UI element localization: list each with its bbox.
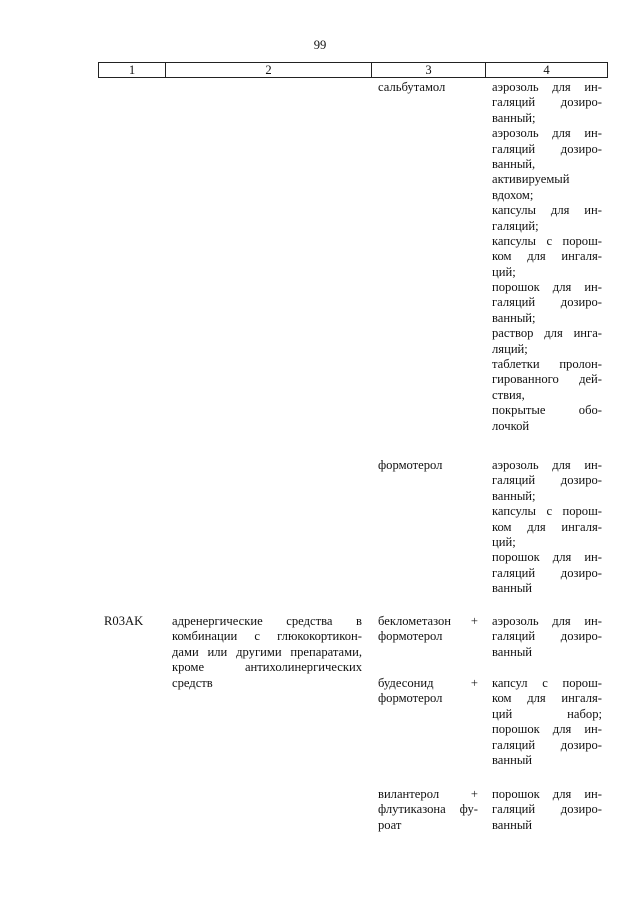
text-line (492, 203, 602, 218)
text-line (172, 614, 362, 629)
text-line (492, 403, 602, 418)
word: галяций (492, 473, 536, 488)
word: капсулы (492, 203, 537, 218)
word: беклометазон (378, 614, 452, 628)
column-header-table (98, 62, 608, 78)
text-line (492, 722, 602, 737)
word: антихолинергических (244, 660, 362, 675)
word: для (544, 326, 563, 341)
word: галяций (492, 565, 536, 580)
text-line (492, 126, 602, 141)
word: пролон- (559, 357, 602, 372)
word: таблетки (492, 357, 540, 372)
word: ингаля- (561, 519, 602, 534)
text-line (492, 280, 602, 295)
word: ванный, (492, 156, 536, 171)
word: гированного (492, 372, 559, 387)
text-line (492, 489, 602, 504)
word: ванный (492, 644, 533, 659)
word: дозиро- (560, 95, 602, 110)
text-line (378, 691, 478, 706)
word: дозиро- (560, 629, 602, 644)
text-line (492, 645, 602, 660)
word: обо- (578, 403, 602, 418)
word: ванный (492, 581, 533, 596)
word: средств (172, 675, 213, 690)
word: ком (492, 519, 512, 534)
text-line (378, 787, 478, 802)
word: ций; (492, 264, 516, 279)
text-line (172, 676, 362, 691)
column-header-4: 4 (486, 63, 608, 78)
word: галяций (492, 95, 536, 110)
word: дей- (579, 372, 602, 387)
text-line (492, 676, 602, 691)
word: ванный; (492, 110, 536, 125)
text-line (492, 691, 602, 706)
word: фу- (459, 802, 478, 817)
text-line (492, 614, 602, 629)
word: ком (492, 691, 512, 706)
text-line (492, 311, 602, 326)
word: ванный; (492, 488, 536, 503)
text-line (492, 249, 602, 264)
word: порошок (492, 280, 540, 295)
word: аэрозоль (492, 126, 539, 141)
word: дозиро- (560, 473, 602, 488)
text-line (378, 629, 478, 644)
dosage-forms-formoterol (492, 458, 602, 597)
text-line (492, 818, 602, 833)
group-description-r03ak (172, 614, 362, 691)
column-header-1: 1 (99, 63, 166, 78)
word: + (470, 676, 478, 690)
word: для (527, 519, 546, 534)
text-line (492, 357, 602, 372)
word: раствор (492, 326, 534, 341)
word: другими (236, 644, 282, 659)
word: вдохом; (492, 187, 534, 202)
dosage-forms-salbutamol (492, 80, 602, 434)
word: для (552, 722, 572, 737)
word: ин- (584, 203, 602, 218)
text-line (492, 707, 602, 722)
word: ванный (492, 817, 533, 832)
text-line (492, 566, 602, 581)
word: для (527, 249, 546, 264)
word: порошок (492, 550, 540, 565)
word: набор; (567, 706, 602, 721)
dosage-forms-budesonide-formoterol (492, 676, 602, 768)
word: капсулы (492, 504, 537, 519)
word: аэрозоль (492, 458, 539, 472)
word: дозиро- (560, 802, 602, 817)
word: ин- (584, 80, 602, 94)
text-line (492, 80, 602, 95)
word: аэрозоль (492, 80, 539, 94)
text-line (492, 234, 602, 249)
word: будесонид (378, 676, 434, 690)
word: ин- (584, 280, 602, 295)
text-line (492, 188, 602, 203)
word: галяций (492, 629, 536, 644)
word: + (470, 787, 478, 801)
word: дами (172, 644, 199, 659)
word: для (550, 203, 570, 218)
word: ин- (584, 458, 602, 472)
word: флутиказона (378, 802, 446, 817)
word: инга- (573, 326, 602, 341)
word: галяций (492, 295, 536, 310)
text-line (378, 676, 478, 691)
column-header-2: 2 (166, 63, 372, 78)
atc-code-r03ak: R03AK (104, 614, 144, 628)
text-line (378, 818, 478, 833)
text-line (492, 295, 602, 310)
text-line (492, 473, 602, 488)
text-line (378, 614, 478, 629)
word: порош- (562, 504, 602, 519)
text-line (172, 645, 362, 660)
text-line (492, 520, 602, 535)
word: ин- (584, 787, 602, 801)
word: капсулы (492, 233, 537, 248)
word: лочкой (492, 418, 530, 433)
word: активируемый (492, 172, 570, 187)
word: галяций (492, 737, 536, 752)
word: препаратами, (290, 644, 362, 659)
text-line (492, 458, 602, 473)
word: для (552, 280, 572, 295)
text-line (492, 95, 602, 110)
text-line (492, 802, 602, 817)
text-line (492, 504, 602, 519)
word: для (552, 458, 571, 472)
word: с (254, 629, 260, 644)
text-line (492, 629, 602, 644)
word: ком (492, 249, 512, 264)
word: аэрозоль (492, 614, 539, 628)
word: ингаля- (561, 249, 602, 264)
drug-name-salbutamol: сальбутамол (378, 80, 446, 94)
word: ингаля- (561, 691, 602, 706)
word: ин- (584, 722, 602, 737)
text-line (492, 372, 602, 387)
word: глюкокортикон- (277, 629, 362, 644)
drug-name-budesonide-formoterol (378, 676, 478, 707)
text-line (492, 142, 602, 157)
word: вилантерол (378, 787, 440, 801)
word: дозиро- (560, 737, 602, 752)
text-line (492, 172, 602, 187)
word: для (552, 787, 572, 801)
word: комбинации (172, 629, 238, 644)
word: в (356, 614, 362, 628)
word: роат (378, 817, 402, 832)
word: порошок (492, 722, 540, 737)
word: галяций; (492, 218, 539, 233)
word: ин- (584, 550, 602, 565)
word: дозиро- (560, 141, 602, 156)
word: с (542, 676, 548, 690)
text-line (492, 388, 602, 403)
word: дозиро- (560, 565, 602, 580)
word: ванный (492, 752, 533, 767)
word: для (552, 614, 571, 628)
word: галяций (492, 802, 536, 817)
word: формотерол (378, 629, 443, 644)
word: порошок (492, 787, 540, 801)
word: с (546, 233, 553, 248)
word: + (470, 614, 478, 628)
word: дозиро- (560, 295, 602, 310)
drug-name-vilanterol-fluticasone (378, 787, 478, 833)
drug-name-beclometasone-formoterol (378, 614, 478, 645)
word: ин- (584, 614, 602, 628)
text-line (492, 419, 602, 434)
text-line (492, 550, 602, 565)
word: адренергические (172, 614, 263, 628)
drug-name-formoterol: формотерол (378, 458, 443, 472)
text-line (492, 535, 602, 550)
word: для (527, 691, 546, 706)
column-header-3: 3 (372, 63, 486, 78)
dosage-forms-vilanterol-fluticasone (492, 787, 602, 833)
text-line (492, 753, 602, 768)
text-line (492, 157, 602, 172)
word: ляций; (492, 341, 528, 356)
dosage-forms-beclometasone-formoterol (492, 614, 602, 660)
text-line (492, 581, 602, 596)
word: для (552, 126, 571, 141)
word: порош- (562, 676, 602, 690)
text-line (492, 326, 602, 341)
text-line (492, 787, 602, 802)
word: ванный; (492, 310, 536, 325)
word: капсул (492, 676, 528, 690)
word: кроме (172, 660, 205, 675)
word: галяций (492, 141, 536, 156)
word: ций; (492, 534, 516, 549)
word: ствия, (492, 387, 525, 402)
word: для (552, 550, 572, 565)
word: формотерол (378, 691, 443, 706)
word: ций (492, 706, 513, 721)
text-line (492, 219, 602, 234)
column-header-row (99, 63, 608, 78)
word: покрытые (492, 403, 546, 418)
word: средства (286, 614, 333, 628)
word: порош- (562, 233, 602, 248)
text-line (172, 660, 362, 675)
text-line (492, 342, 602, 357)
page-number: 99 (313, 38, 327, 52)
text-line (492, 111, 602, 126)
word: с (546, 504, 553, 519)
text-line (492, 265, 602, 280)
text-line (378, 802, 478, 817)
text-line (172, 629, 362, 644)
word: или (207, 644, 228, 659)
word: ин- (584, 126, 602, 141)
word: для (552, 80, 571, 94)
text-line (492, 738, 602, 753)
